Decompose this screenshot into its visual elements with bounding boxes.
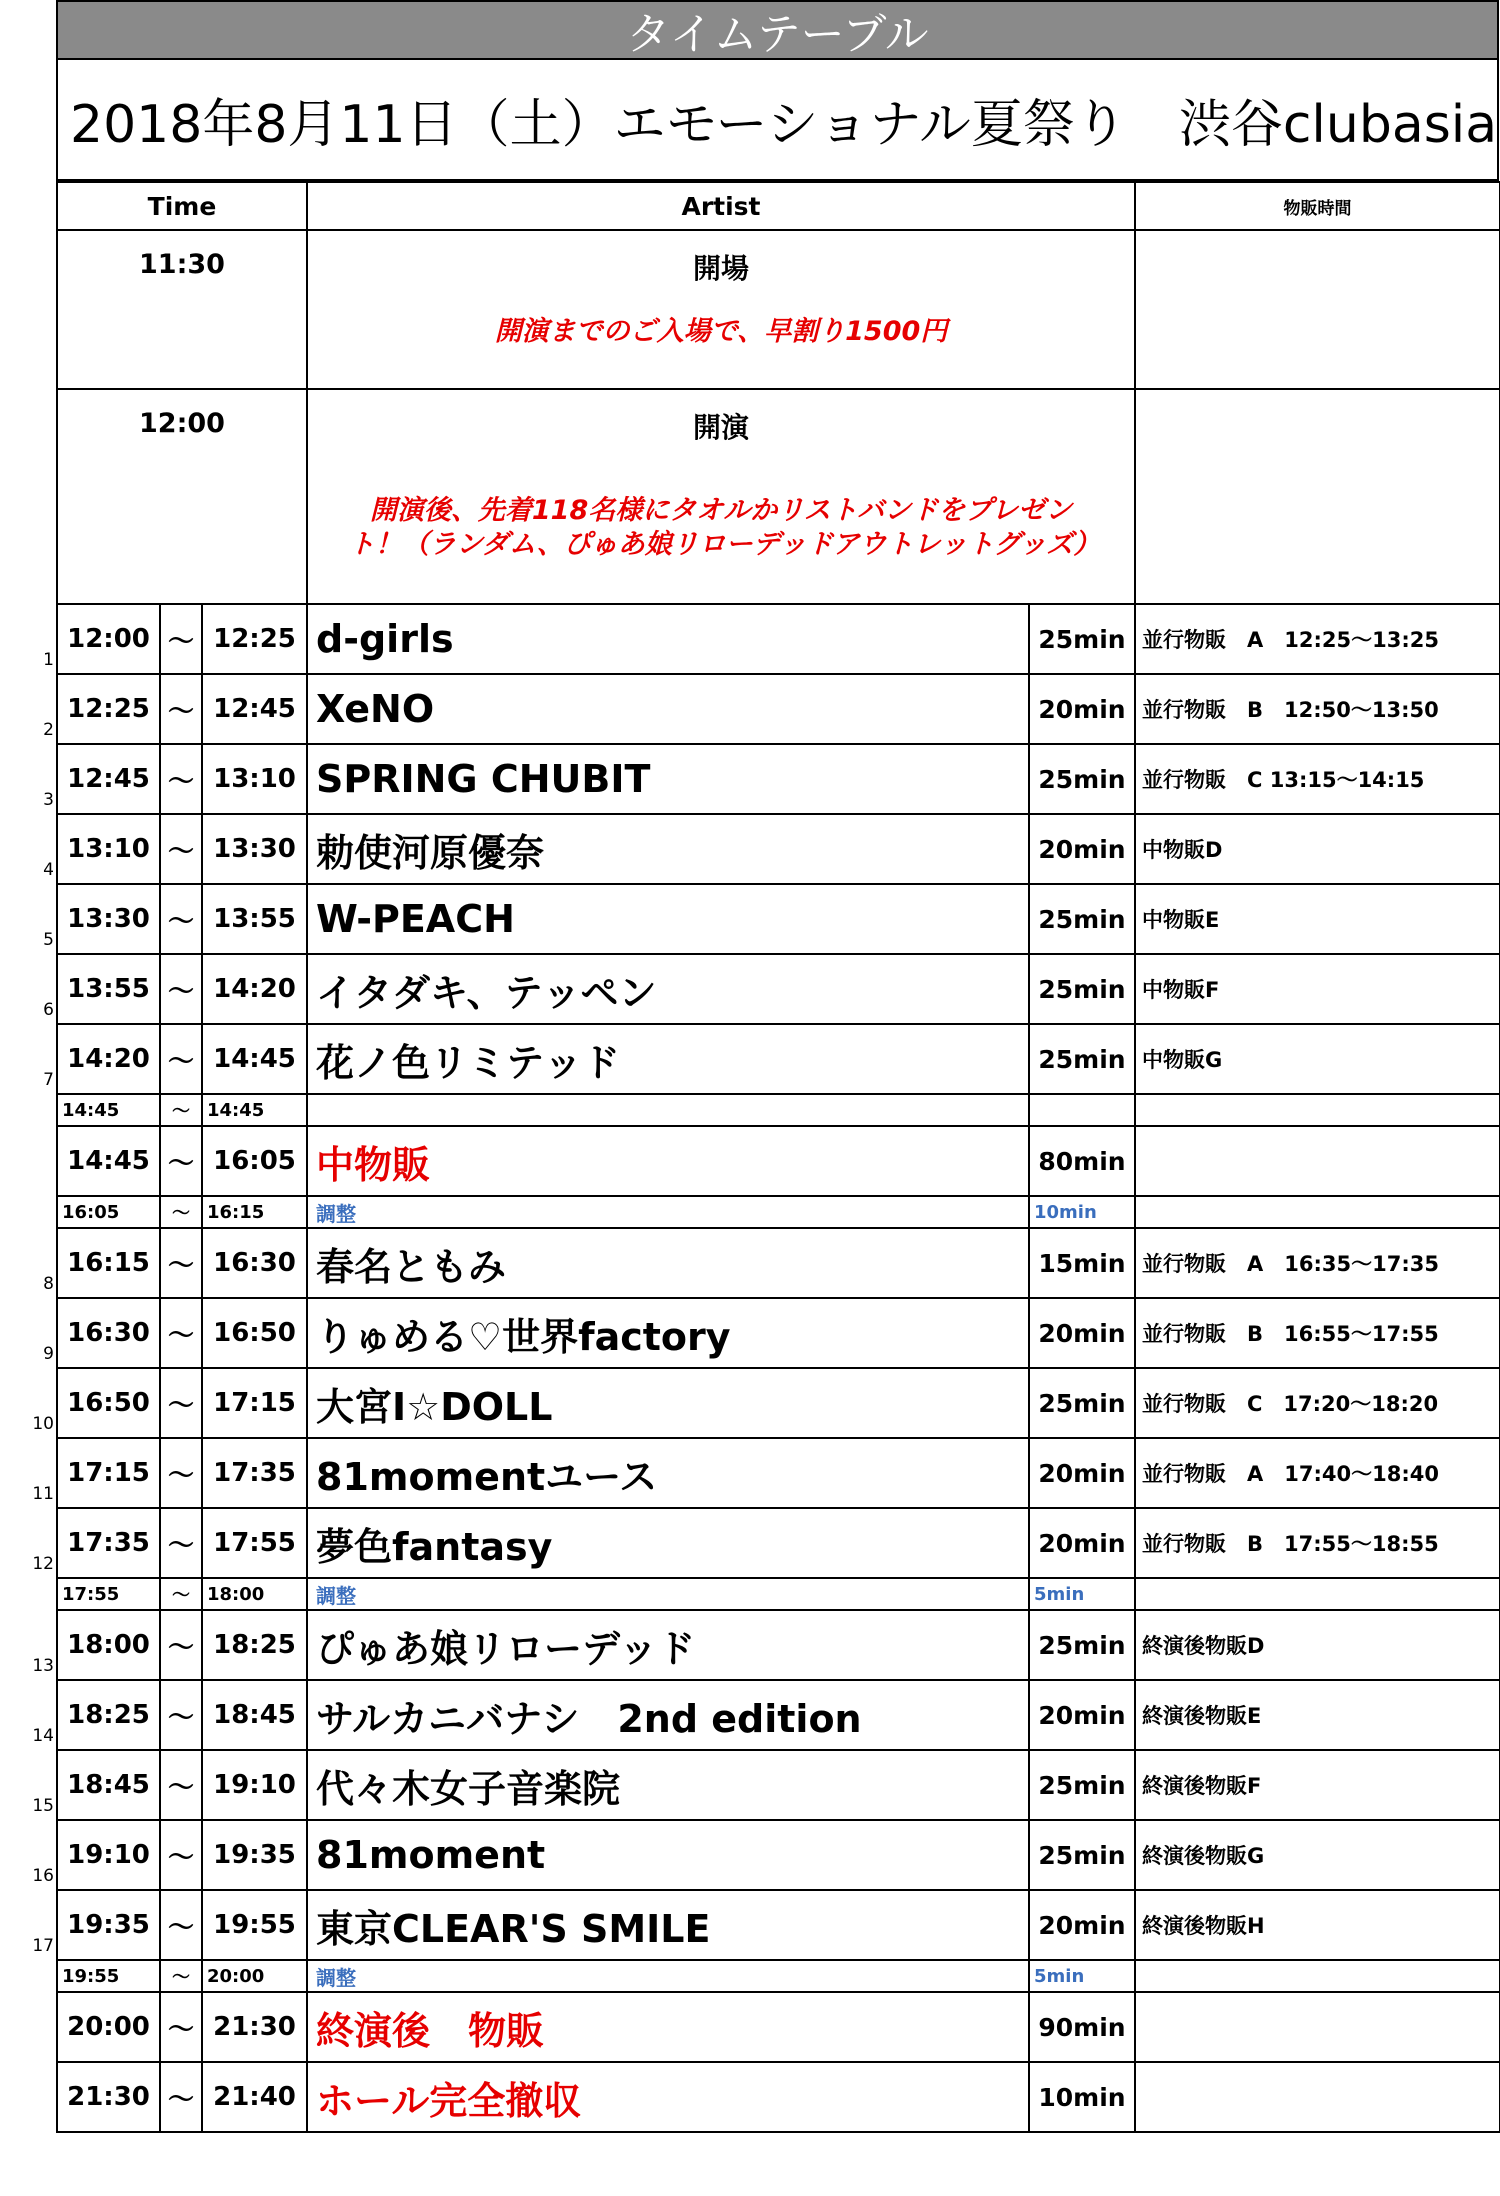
time-separator: ～ bbox=[160, 954, 202, 1024]
act-row bbox=[57, 1610, 1500, 1680]
duration: 10min bbox=[1029, 1196, 1135, 1228]
artist-name: 春名ともみ bbox=[307, 1228, 1029, 1298]
merch-time: 並行物販 A 12:25～13:25 bbox=[1135, 604, 1500, 674]
show-start-merch bbox=[1135, 389, 1500, 604]
start-time: 19:55 bbox=[57, 1960, 160, 1992]
end-time: 18:25 bbox=[202, 1610, 307, 1680]
artist-name: 中物販 bbox=[307, 1126, 1029, 1196]
merch-time bbox=[1135, 1992, 1500, 2062]
row-number: 11 bbox=[32, 1484, 54, 1504]
row-number: 16 bbox=[32, 1866, 54, 1886]
act-row bbox=[57, 814, 1500, 884]
adjustment-row bbox=[57, 1094, 1500, 1126]
show-start-time: 12:00 bbox=[57, 389, 307, 604]
row-number: 13 bbox=[32, 1656, 54, 1676]
artist-name: 花ノ色リミテッド bbox=[307, 1024, 1029, 1094]
end-time: 14:45 bbox=[202, 1024, 307, 1094]
time-separator: ～ bbox=[160, 884, 202, 954]
time-separator: ～ bbox=[160, 604, 202, 674]
end-time: 16:05 bbox=[202, 1126, 307, 1196]
act-row bbox=[57, 1890, 1500, 1960]
merch-time: 中物販G bbox=[1135, 1024, 1500, 1094]
artist-name: XeNO bbox=[307, 674, 1029, 744]
duration: 20min bbox=[1029, 1298, 1135, 1368]
artist-name: SPRING CHUBIT bbox=[307, 744, 1029, 814]
adjustment-row bbox=[57, 1196, 1500, 1228]
start-time: 19:35 bbox=[57, 1890, 160, 1960]
artist-name: 大宮I☆DOLL bbox=[307, 1368, 1029, 1438]
artist-name: サルカニバナシ 2nd edition bbox=[307, 1680, 1029, 1750]
end-time: 19:10 bbox=[202, 1750, 307, 1820]
start-time: 14:45 bbox=[57, 1126, 160, 1196]
duration: 25min bbox=[1029, 1024, 1135, 1094]
time-separator: ～ bbox=[160, 1298, 202, 1368]
end-time: 18:45 bbox=[202, 1680, 307, 1750]
artist-name: ホール完全撤収 bbox=[307, 2062, 1029, 2132]
start-time: 16:50 bbox=[57, 1368, 160, 1438]
time-separator: ～ bbox=[160, 1094, 202, 1126]
merch-time: 並行物販 B 12:50～13:50 bbox=[1135, 674, 1500, 744]
artist-name: 調整 bbox=[307, 1960, 1029, 1992]
time-separator: ～ bbox=[160, 1024, 202, 1094]
act-row bbox=[57, 604, 1500, 674]
duration: 25min bbox=[1029, 744, 1135, 814]
merch-time: 中物販D bbox=[1135, 814, 1500, 884]
merch-time bbox=[1135, 1578, 1500, 1610]
act-row bbox=[57, 1820, 1500, 1890]
act-row bbox=[57, 1508, 1500, 1578]
time-separator: ～ bbox=[160, 744, 202, 814]
artist-name bbox=[307, 1094, 1029, 1126]
row-number: 1 bbox=[43, 650, 54, 670]
merch-time: 終演後物販D bbox=[1135, 1610, 1500, 1680]
end-time: 17:55 bbox=[202, 1508, 307, 1578]
artist-name: 調整 bbox=[307, 1196, 1029, 1228]
event-row bbox=[57, 1126, 1500, 1196]
merch-time: 終演後物販F bbox=[1135, 1750, 1500, 1820]
time-separator: ～ bbox=[160, 1578, 202, 1610]
end-time: 16:30 bbox=[202, 1228, 307, 1298]
merch-time bbox=[1135, 1094, 1500, 1126]
start-time: 16:05 bbox=[57, 1196, 160, 1228]
row-number: 7 bbox=[43, 1070, 54, 1090]
time-separator: ～ bbox=[160, 2062, 202, 2132]
duration: 90min bbox=[1029, 1992, 1135, 2062]
merch-time: 中物販E bbox=[1135, 884, 1500, 954]
artist-name: イタダキ、テッペン bbox=[307, 954, 1029, 1024]
duration: 25min bbox=[1029, 1820, 1135, 1890]
end-time: 12:45 bbox=[202, 674, 307, 744]
act-row bbox=[57, 884, 1500, 954]
merch-time: 終演後物販H bbox=[1135, 1890, 1500, 1960]
time-separator: ～ bbox=[160, 1750, 202, 1820]
act-row bbox=[57, 744, 1500, 814]
duration: 80min bbox=[1029, 1126, 1135, 1196]
start-time: 17:55 bbox=[57, 1578, 160, 1610]
end-time: 21:30 bbox=[202, 1992, 307, 2062]
time-header: Time bbox=[57, 182, 307, 230]
merch-time: 並行物販 C 17:20～18:20 bbox=[1135, 1368, 1500, 1438]
doors-open-note: 開演までのご入場で、早割り1500円 bbox=[494, 316, 948, 347]
start-time: 17:15 bbox=[57, 1438, 160, 1508]
artist-name: 東京CLEAR'S SMILE bbox=[307, 1890, 1029, 1960]
start-time: 21:30 bbox=[57, 2062, 160, 2132]
end-time: 19:35 bbox=[202, 1820, 307, 1890]
end-time: 13:30 bbox=[202, 814, 307, 884]
time-separator: ～ bbox=[160, 1680, 202, 1750]
event-row bbox=[57, 1992, 1500, 2062]
act-row bbox=[57, 1024, 1500, 1094]
row-number: 4 bbox=[43, 860, 54, 880]
duration: 20min bbox=[1029, 1890, 1135, 1960]
row-number: 17 bbox=[32, 1936, 54, 1956]
artist-name: W-PEACH bbox=[307, 884, 1029, 954]
start-time: 18:45 bbox=[57, 1750, 160, 1820]
time-separator: ～ bbox=[160, 814, 202, 884]
duration: 20min bbox=[1029, 1438, 1135, 1508]
act-row bbox=[57, 1298, 1500, 1368]
start-time: 13:55 bbox=[57, 954, 160, 1024]
duration: 20min bbox=[1029, 1680, 1135, 1750]
end-time: 17:35 bbox=[202, 1438, 307, 1508]
artist-header: Artist bbox=[307, 182, 1135, 230]
act-row bbox=[57, 1438, 1500, 1508]
merch-time bbox=[1135, 1196, 1500, 1228]
start-time: 14:20 bbox=[57, 1024, 160, 1094]
artist-name: 調整 bbox=[307, 1578, 1029, 1610]
row-number: 2 bbox=[43, 720, 54, 740]
merch-time bbox=[1135, 1126, 1500, 1196]
act-row bbox=[57, 1368, 1500, 1438]
row-number: 14 bbox=[32, 1726, 54, 1746]
time-separator: ～ bbox=[160, 1960, 202, 1992]
doors-open-row bbox=[57, 230, 1500, 389]
duration: 25min bbox=[1029, 604, 1135, 674]
time-separator: ～ bbox=[160, 1438, 202, 1508]
event-title: 2018年8月11日（土）エモーショナル夏祭り 渋谷clubasia bbox=[56, 60, 1499, 181]
duration: 25min bbox=[1029, 884, 1135, 954]
start-time: 20:00 bbox=[57, 1992, 160, 2062]
start-time: 13:30 bbox=[57, 884, 160, 954]
end-time: 13:55 bbox=[202, 884, 307, 954]
act-row bbox=[57, 1680, 1500, 1750]
row-number: 8 bbox=[43, 1274, 54, 1294]
merch-time: 並行物販 C 13:15～14:15 bbox=[1135, 744, 1500, 814]
time-separator: ～ bbox=[160, 1228, 202, 1298]
merch-time: 並行物販 B 16:55～17:55 bbox=[1135, 1298, 1500, 1368]
start-time: 12:25 bbox=[57, 674, 160, 744]
row-number: 9 bbox=[43, 1344, 54, 1364]
row-number: 12 bbox=[32, 1554, 54, 1574]
duration: 5min bbox=[1029, 1578, 1135, 1610]
merch-header: 物販時間 bbox=[1135, 182, 1500, 230]
merch-time: 終演後物販E bbox=[1135, 1680, 1500, 1750]
end-time: 16:50 bbox=[202, 1298, 307, 1368]
start-time: 14:45 bbox=[57, 1094, 160, 1126]
adjustment-row bbox=[57, 1578, 1500, 1610]
artist-name: 勅使河原優奈 bbox=[307, 814, 1029, 884]
column-header-row bbox=[57, 182, 1500, 230]
start-time: 18:25 bbox=[57, 1680, 160, 1750]
duration: 20min bbox=[1029, 814, 1135, 884]
end-time: 16:15 bbox=[202, 1196, 307, 1228]
doors-open-merch bbox=[1135, 230, 1500, 389]
show-start-cell bbox=[307, 389, 1135, 604]
time-separator: ～ bbox=[160, 1196, 202, 1228]
artist-name: d-girls bbox=[307, 604, 1029, 674]
start-time: 13:10 bbox=[57, 814, 160, 884]
duration: 25min bbox=[1029, 1610, 1135, 1680]
merch-time: 並行物販 A 17:40～18:40 bbox=[1135, 1438, 1500, 1508]
time-separator: ～ bbox=[160, 1890, 202, 1960]
end-time: 14:45 bbox=[202, 1094, 307, 1126]
row-number: 15 bbox=[32, 1796, 54, 1816]
time-separator: ～ bbox=[160, 674, 202, 744]
act-row bbox=[57, 1228, 1500, 1298]
end-time: 13:10 bbox=[202, 744, 307, 814]
end-time: 20:00 bbox=[202, 1960, 307, 1992]
artist-name: 81momentユース bbox=[307, 1438, 1029, 1508]
artist-name: りゅめる♡世界factory bbox=[307, 1298, 1029, 1368]
time-separator: ～ bbox=[160, 1610, 202, 1680]
time-separator: ～ bbox=[160, 1126, 202, 1196]
timetable bbox=[56, 181, 1500, 2133]
doors-open-time: 11:30 bbox=[57, 230, 307, 389]
adjustment-row bbox=[57, 1960, 1500, 1992]
time-separator: ～ bbox=[160, 1820, 202, 1890]
duration: 15min bbox=[1029, 1228, 1135, 1298]
show-start-row bbox=[57, 389, 1500, 604]
start-time: 18:00 bbox=[57, 1610, 160, 1680]
duration: 10min bbox=[1029, 2062, 1135, 2132]
show-start-note: 開演後、先着118名様にタオルかリストバンドをプレゼント！（ランダム、ぴゅあ娘リローデッドアウトレットグッズ） bbox=[348, 495, 1101, 560]
artist-name: 代々木女子音楽院 bbox=[307, 1750, 1029, 1820]
act-row bbox=[57, 954, 1500, 1024]
event-row bbox=[57, 2062, 1500, 2132]
end-time: 12:25 bbox=[202, 604, 307, 674]
duration: 25min bbox=[1029, 954, 1135, 1024]
row-number: 6 bbox=[43, 1000, 54, 1020]
merch-time: 並行物販 A 16:35～17:35 bbox=[1135, 1228, 1500, 1298]
show-start-label: 開演 bbox=[692, 411, 749, 444]
merch-time: 並行物販 B 17:55～18:55 bbox=[1135, 1508, 1500, 1578]
merch-time: 中物販F bbox=[1135, 954, 1500, 1024]
merch-time bbox=[1135, 1960, 1500, 1992]
end-time: 18:00 bbox=[202, 1578, 307, 1610]
time-separator: ～ bbox=[160, 1992, 202, 2062]
act-row bbox=[57, 674, 1500, 744]
title-bar: タイムテーブル bbox=[56, 0, 1499, 60]
start-time: 12:00 bbox=[57, 604, 160, 674]
time-separator: ～ bbox=[160, 1508, 202, 1578]
start-time: 17:35 bbox=[57, 1508, 160, 1578]
row-number: 5 bbox=[43, 930, 54, 950]
duration bbox=[1029, 1094, 1135, 1126]
merch-time: 終演後物販G bbox=[1135, 1820, 1500, 1890]
row-number: 3 bbox=[43, 790, 54, 810]
start-time: 19:10 bbox=[57, 1820, 160, 1890]
duration: 25min bbox=[1029, 1750, 1135, 1820]
start-time: 16:15 bbox=[57, 1228, 160, 1298]
time-separator: ～ bbox=[160, 1368, 202, 1438]
start-time: 16:30 bbox=[57, 1298, 160, 1368]
duration: 25min bbox=[1029, 1368, 1135, 1438]
doors-open-cell bbox=[307, 230, 1135, 389]
duration: 20min bbox=[1029, 1508, 1135, 1578]
end-time: 17:15 bbox=[202, 1368, 307, 1438]
artist-name: ぴゅあ娘リローデッド bbox=[307, 1610, 1029, 1680]
row-number: 10 bbox=[32, 1414, 54, 1434]
end-time: 19:55 bbox=[202, 1890, 307, 1960]
artist-name: 夢色fantasy bbox=[307, 1508, 1029, 1578]
start-time: 12:45 bbox=[57, 744, 160, 814]
end-time: 21:40 bbox=[202, 2062, 307, 2132]
end-time: 14:20 bbox=[202, 954, 307, 1024]
artist-name: 81moment bbox=[307, 1820, 1029, 1890]
merch-time bbox=[1135, 2062, 1500, 2132]
duration: 5min bbox=[1029, 1960, 1135, 1992]
doors-open-label: 開場 bbox=[692, 252, 749, 285]
artist-name: 終演後 物販 bbox=[307, 1992, 1029, 2062]
act-row bbox=[57, 1750, 1500, 1820]
duration: 20min bbox=[1029, 674, 1135, 744]
